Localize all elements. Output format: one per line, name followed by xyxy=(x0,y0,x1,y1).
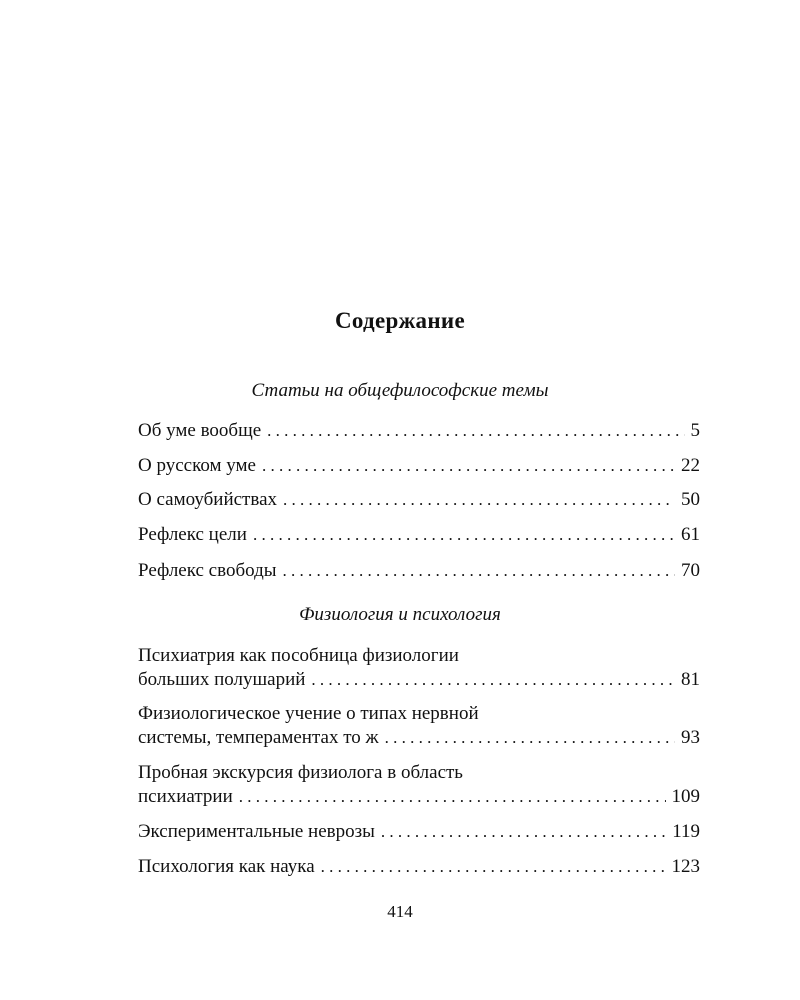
toc-entry-page: 119 xyxy=(672,821,700,842)
toc-entry-title: больших полушарий xyxy=(138,669,306,690)
toc-entry[interactable] xyxy=(138,725,700,751)
dot-leader xyxy=(239,784,666,810)
section-heading: Физиология и психология xyxy=(299,604,501,625)
toc-entry-page: 81 xyxy=(681,669,700,690)
toc-entry-title: О русском уме xyxy=(138,455,256,476)
dot-leader xyxy=(283,487,675,513)
toc-entry[interactable] xyxy=(138,784,700,810)
dot-leader xyxy=(321,854,666,880)
toc-entry-page: 109 xyxy=(671,786,700,807)
dot-leader xyxy=(311,667,675,693)
toc-entry-title: Экспериментальные неврозы xyxy=(138,821,375,842)
toc-entry-page: 61 xyxy=(681,524,700,545)
toc-entry[interactable] xyxy=(138,522,700,548)
toc-entry[interactable] xyxy=(138,453,700,479)
toc-entry[interactable] xyxy=(138,667,700,693)
toc-entry[interactable] xyxy=(138,418,700,444)
toc-entry-title: Рефлекс цели xyxy=(138,524,247,545)
page-number: 414 xyxy=(387,902,413,921)
toc-entry[interactable] xyxy=(138,487,700,513)
section-heading: Статьи на общефилософские темы xyxy=(251,380,549,401)
dot-leader xyxy=(283,558,675,584)
toc-entry-title: психиатрии xyxy=(138,786,233,807)
toc-entry-page: 50 xyxy=(681,489,700,510)
page-title: Содержание xyxy=(335,308,465,333)
dot-leader xyxy=(262,453,675,479)
toc-entry-page: 5 xyxy=(690,420,700,441)
toc-entry-page: 70 xyxy=(681,560,700,581)
toc-entry-page: 123 xyxy=(671,856,700,877)
toc-entry-title: Психология как наука xyxy=(138,856,315,877)
dot-leader xyxy=(385,725,675,751)
toc-entry[interactable] xyxy=(138,854,700,880)
toc-entry-line1[interactable]: Физиологическое учение о типах нервной xyxy=(138,703,479,724)
toc-entry-title: Рефлекс свободы xyxy=(138,560,277,581)
toc-entry[interactable] xyxy=(138,819,700,845)
toc-entry-title: О самоубийствах xyxy=(138,489,278,510)
toc-entry-page: 93 xyxy=(681,727,700,748)
toc-entry-page: 22 xyxy=(681,455,700,476)
toc-entry-line1[interactable]: Психиатрия как пособница физиологии xyxy=(138,645,459,666)
toc-entry-line1[interactable]: Пробная экскурсия физиолога в область xyxy=(138,762,463,783)
dot-leader xyxy=(267,418,684,444)
toc-entry-title: Об уме вообще xyxy=(138,420,262,441)
toc-entry-title: системы, темпераментах то ж xyxy=(138,727,379,748)
toc-entry[interactable] xyxy=(138,558,700,584)
dot-leader xyxy=(381,819,666,845)
dot-leader xyxy=(253,522,675,548)
